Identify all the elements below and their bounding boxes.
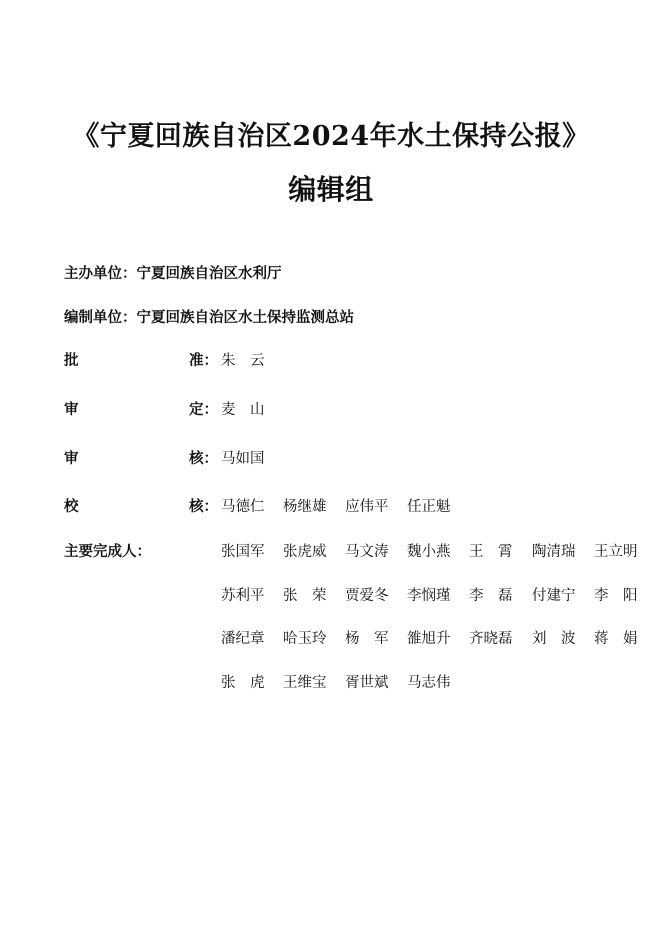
person-name: 李悯瑾 (407, 588, 451, 604)
person-name: 贾爱冬 (345, 588, 389, 604)
person-name: 王立明 (594, 544, 638, 560)
person-name: 刘 波 (532, 631, 576, 647)
person-name: 付建宁 (532, 588, 576, 604)
sponsor-line: 主办单位：宁夏回族自治区水利厅 (64, 265, 282, 282)
document-title: 《宁夏回族自治区2024年水土保持公报》 (72, 121, 590, 152)
person-name: 任正魁 (407, 499, 451, 515)
contributors-row (64, 671, 624, 693)
role-label: 主要完成人： (64, 543, 151, 560)
person-name: 李 阳 (594, 588, 638, 604)
person-name: 陶清瑞 (532, 544, 576, 560)
person-name: 蒋 娟 (594, 631, 638, 647)
role-row-finalize (64, 398, 624, 420)
person-name: 魏小燕 (407, 544, 451, 560)
role-row-review (64, 447, 624, 469)
person-name: 应伟平 (345, 499, 389, 515)
person-name: 杨继雄 (283, 499, 327, 515)
role-label: 审 (64, 450, 79, 467)
person-name: 胥世斌 (345, 675, 389, 691)
role-row-proofread (64, 495, 624, 517)
contributors-row (64, 627, 638, 649)
person-name: 苏利平 (221, 588, 265, 604)
compiler-line: 编制单位：宁夏回族自治区水土保持监测总站 (64, 309, 354, 326)
role-label-suffix: 核： (189, 498, 218, 515)
role-row-approve (64, 349, 624, 371)
person-name: 马如国 (221, 451, 265, 467)
person-name: 潘纪章 (221, 631, 265, 647)
person-name: 王 霄 (469, 544, 513, 560)
role-label-suffix: 定： (189, 401, 218, 418)
role-label-suffix: 准： (189, 352, 218, 369)
person-name: 齐晓磊 (469, 631, 513, 647)
person-name: 张虎威 (283, 544, 327, 560)
person-name: 张国军 (221, 544, 265, 560)
role-label: 批 (64, 352, 79, 369)
person-name: 马德仁 (221, 499, 265, 515)
person-name: 朱 云 (221, 353, 265, 369)
person-name: 马文涛 (345, 544, 389, 560)
person-name: 杨 军 (345, 631, 389, 647)
person-name: 哈玉玲 (283, 631, 327, 647)
role-label-suffix: 核： (189, 450, 218, 467)
person-name: 雒旭升 (407, 631, 451, 647)
person-name: 王维宝 (283, 675, 327, 691)
role-row-contributors (64, 540, 638, 562)
person-name: 麦 山 (221, 402, 265, 418)
role-label: 审 (64, 401, 79, 418)
person-name: 张 虎 (221, 675, 265, 691)
person-name: 马志伟 (407, 675, 451, 691)
document-subtitle: 编辑组 (288, 173, 374, 206)
role-label: 校 (64, 498, 79, 515)
contributors-row (64, 584, 638, 606)
person-name: 张 荣 (283, 588, 327, 604)
person-name: 李 磊 (469, 588, 513, 604)
